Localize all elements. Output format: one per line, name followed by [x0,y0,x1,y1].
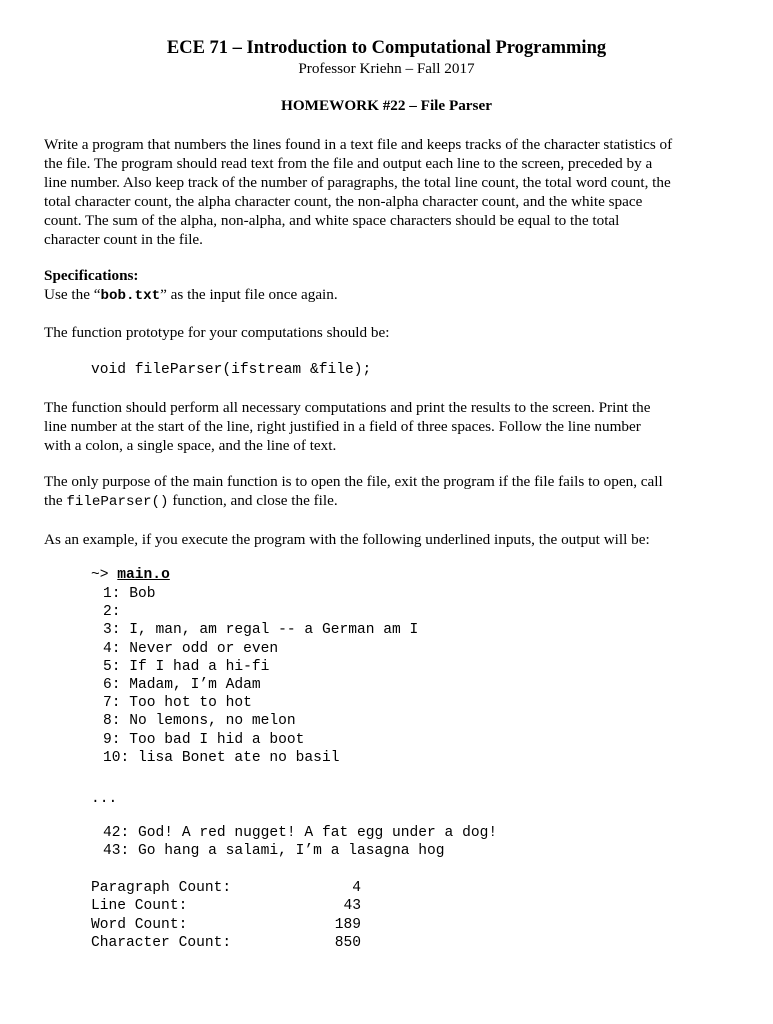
terminal-ellipsis: ... [91,791,118,807]
stat-row-word [91,916,361,934]
input-file-name: bob.txt [100,288,161,304]
main-purpose-line: The only purpose of the main function is to open the file, exit the program if the file fails to open, call [44,473,663,490]
main-purpose-paragraph [44,472,734,512]
example-intro: As an example, if you execute the program with the following underlined inputs, the output will be: [44,531,650,548]
perform-line: The function should perform all necessary computations and print the results to the screen. Print the [44,399,651,416]
input-file-text-before: Use the “ [44,286,101,303]
stat-row-character [91,934,361,952]
prototype-code: void fileParser(ifstream &file); [91,362,372,378]
output-line: 2: [103,604,121,621]
terminal-command: main.o [117,567,170,583]
output-line: 7: Too hot to hot [103,695,252,712]
output-line: 3: I, man, am regal -- a German am I [103,622,419,639]
stat-label: Line Count: [91,898,188,915]
terminal-output-last [103,824,497,860]
stat-value: 4 [352,880,361,896]
terminal-output-first [103,585,418,767]
intro-line: the file. The program should read text from the file and output each line to the screen, preceded by a [44,155,653,172]
output-line: 5: If I had a hi-fi [103,658,270,675]
terminal-prompt: ~> [91,567,118,583]
output-line: 9: Too bad I hid a boot [103,731,305,748]
course-title: ECE 71 – Introduction to Computational Programming [166,38,607,58]
output-line: 4: Never odd or even [103,640,279,657]
output-line: 42: God! A red nugget! A fat egg under a dog! [103,825,498,841]
perform-line: line number at the start of the line, right justified in a field of three spaces. Follow the line number [44,418,641,435]
main-purpose-line [44,491,734,512]
intro-line: count. The sum of the alpha, non-alpha, and white space characters should be equal to the total [44,212,620,229]
terminal-command-line [91,566,170,584]
stat-value: 43 [343,898,361,915]
homework-title: HOMEWORK #22 – File Parser [281,97,492,114]
intro-line: character count in the file. [44,231,203,248]
stat-row-paragraph [91,879,361,897]
input-file-line [44,285,734,306]
output-line: 1: Bob [103,586,156,602]
specifications-section [44,266,734,306]
input-file-text-after: ” as the input file once again. [160,286,338,303]
output-line: 6: Madam, I’m Adam [103,677,261,694]
output-line: 8: No lemons, no melon [103,713,296,730]
perform-line: with a colon, a single space, and the line of text. [44,437,337,454]
perform-paragraph [44,398,734,455]
stat-value: 850 [334,935,361,952]
stat-value: 189 [334,916,361,933]
fileparser-call: fileParser() [66,494,169,510]
main-purpose-text-after: function, and close the file. [168,492,338,509]
professor-line: Professor Kriehn – Fall 2017 [298,60,475,77]
statistics-block [91,879,361,953]
specifications-heading: Specifications: [44,267,139,284]
main-purpose-text-before: the [44,492,67,509]
intro-line: Write a program that numbers the lines found in a text file and keeps tracks of the character statistics of [44,136,673,153]
output-line: 43: Go hang a salami, I’m a lasagna hog [103,843,445,860]
intro-line: line number. Also keep track of the number of paragraphs, the total line count, the total word count, the [44,174,671,191]
stat-row-line [91,897,361,915]
stat-label: Paragraph Count: [91,880,232,896]
intro-paragraph [44,135,734,249]
intro-line: total character count, the alpha character count, the non-alpha character count, and the white space [44,193,643,210]
stat-label: Character Count: [91,935,232,952]
prototype-intro: The function prototype for your computations should be: [44,324,390,341]
stat-label: Word Count: [91,916,188,933]
output-line: 10: lisa Bonet ate no basil [103,749,340,766]
